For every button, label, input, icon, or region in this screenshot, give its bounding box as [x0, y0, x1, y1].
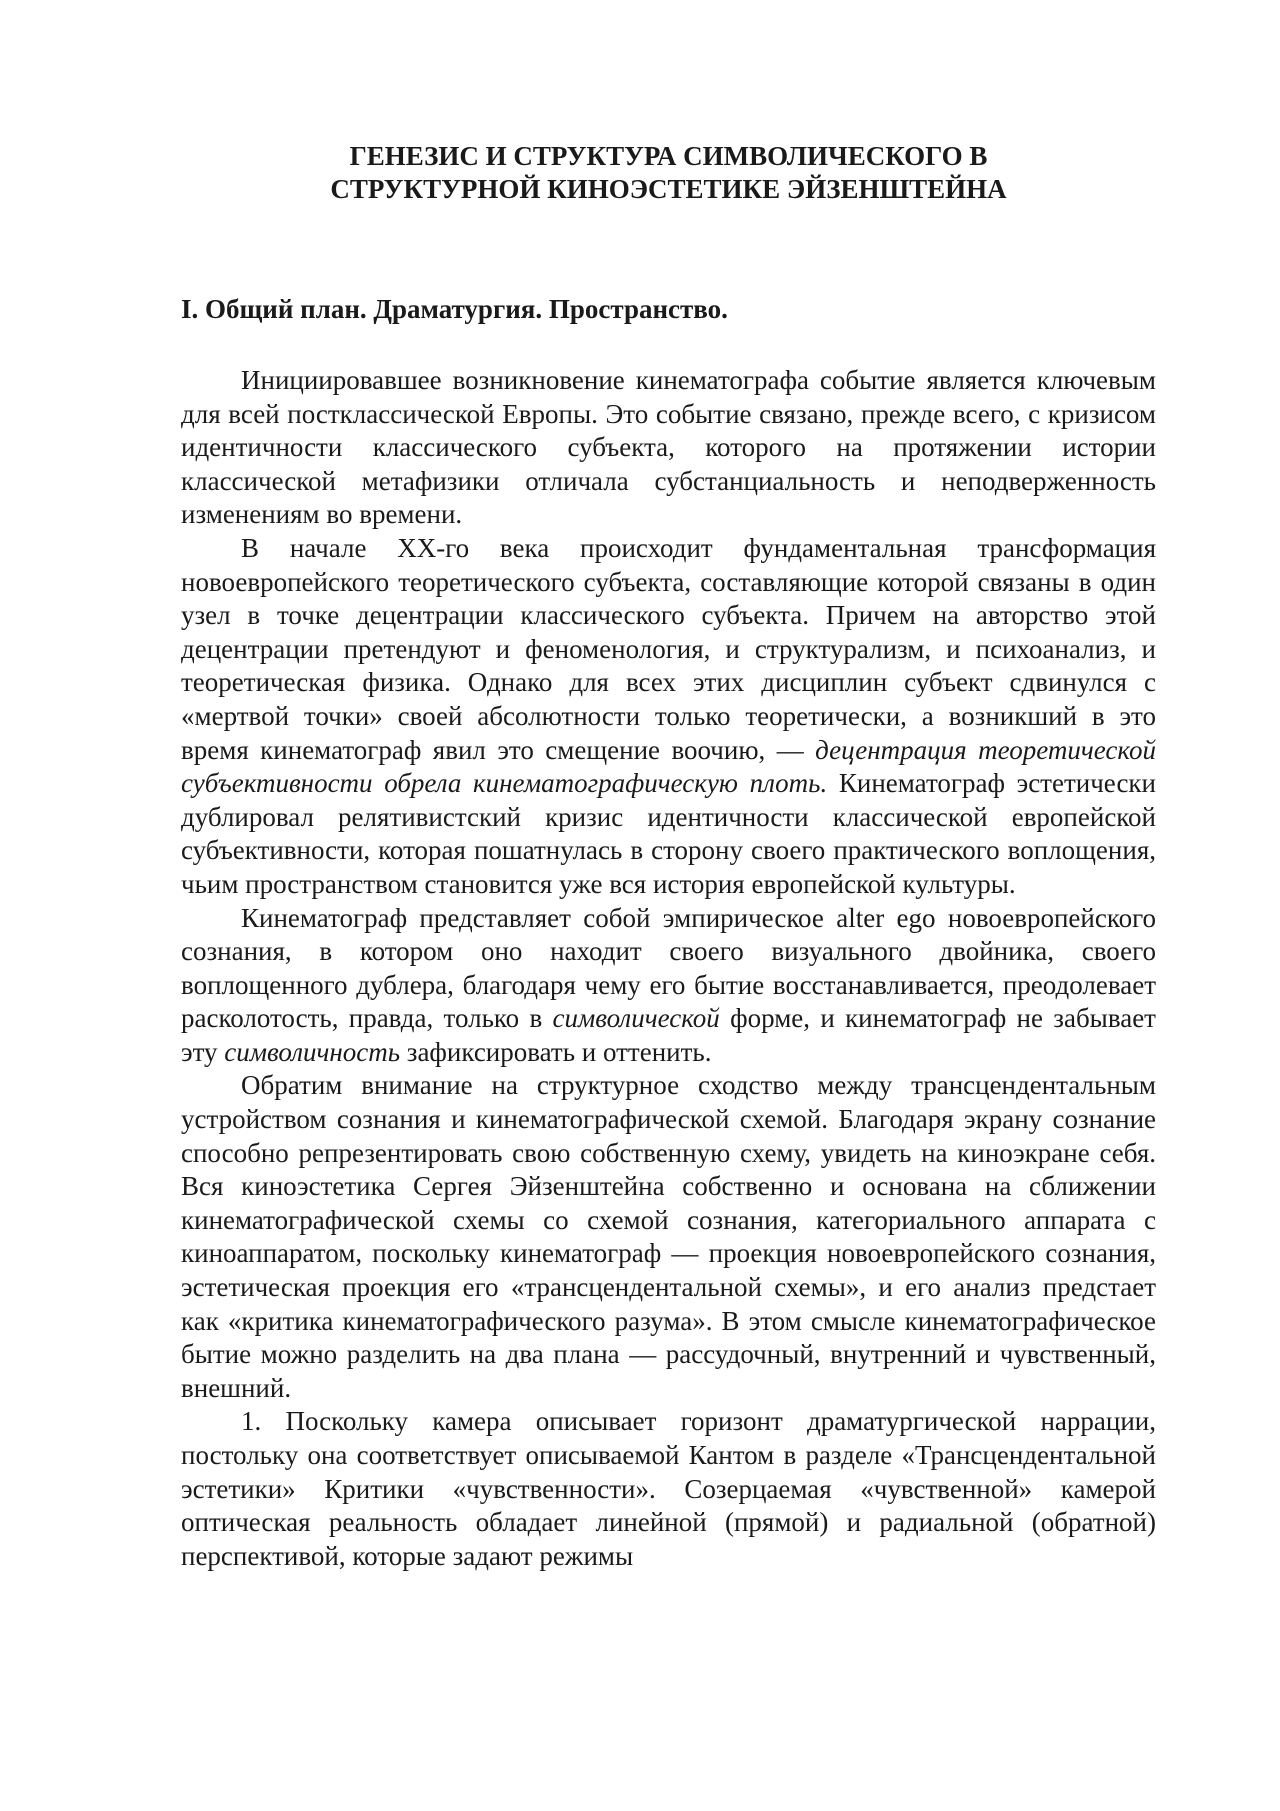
paragraph-3-emphasis-2: символичность [224, 1036, 401, 1067]
title-line-2: СТРУКТУРНОЙ КИНОЭСТЕТИКЕ ЭЙЗЕНШТЕЙНА [330, 174, 1007, 204]
paragraph-5: 1. Поскольку камера описывает горизонт драматургической наррации, постольку она соответствует описываемой Кантом в разделе «Трансцендентальной эстетики» Критики «чувственности». Созерцаемая «чувственной» камерой оптическая реальность обладает линейной (прямой) и радиальной (обратной) перспективой, которые задают режимы [181, 1406, 1156, 1571]
paragraph-2-text-a: В начале XX-го века происходит фундаментальная трансформация новоевропейского теоретического субъекта, составляющие которой связаны в один узел в точке децентрации классического субъекта. Причем на авторство этой децентрации претендуют и феноменология, и структурализм, и психоанализ, и теоретическая физика. Однако для всех этих дисциплин субъект сдвинулся с «мертвой точки» своей абсолютности только теоретически, а возникший в это время кинематограф явил это смещение воочию, — [181, 532, 1156, 765]
document-title [181, 140, 1156, 206]
paragraph-3-text-a: Кинематограф представляет собой эмпирическое alter ego новоевропейского сознания, в котором оно находит своего визуального двойника, своего воплощенного дублера, благодаря чему его бытие восстанавливается, преодолевает расколотость, правда, только в [181, 902, 1156, 1034]
paragraph-4: Обратим внимание на структурное сходство между трансцендентальным устройством сознания и кинематографической схемой. Благодаря экрану сознание способно репрезентировать свою собственную схему, увидеть на киноэкране себя. Вся киноэстетика Сергея Эйзенштейна собственно и основана на сближении кинематографической схемы со схемой сознания, категориального аппарата с киноаппаратом, поскольку кинематограф — проекция новоевропейского сознания, эстетическая проекция его «трансцендентальной схемы», и его анализ предстает как «критика кинематографического разума». В этом смысле кинематографическое бытие можно разделить на два плана — рассудочный, внутренний и чувственный, внешний. [181, 1070, 1156, 1403]
paragraph-3 [181, 902, 1156, 1070]
paragraph-2 [181, 532, 1156, 902]
document-page [181, 140, 1156, 1573]
paragraph-1: Инициировавшее возникновение кинематографа событие является ключевым для всей постклассической Европы. Это событие связано, прежде всего, с кризисом идентичности классического субъекта, которого на протяжении истории классической метафизики отличала субстанциальность и неподверженность изменениям во времени. [181, 365, 1156, 530]
paragraph-3-text-b: форме, и кинематограф не забывает эту [181, 1003, 1156, 1067]
title-line-1: ГЕНЕЗИС И СТРУКТУРА СИМВОЛИЧЕСКОГО В [349, 141, 988, 171]
paragraph-3-emphasis-1: символической [552, 1003, 720, 1034]
section-heading: I. Общий план. Драматургия. Пространство. [181, 294, 728, 324]
paragraph-2-text-b: Кинематограф эстетически дублировал релятивистский кризис идентичности классической европейской субъективности, которая пошатнулась в сторону своего практического воплощения, чьим пространством становится уже вся история европейской культуры. [181, 768, 1156, 899]
paragraph-3-text-c: зафиксировать и оттенить. [400, 1036, 712, 1067]
paragraph-2-emphasis: децентрация теоретической субъективности обрела кинематографическую плоть. [181, 734, 1156, 799]
body-text [181, 364, 1156, 1573]
